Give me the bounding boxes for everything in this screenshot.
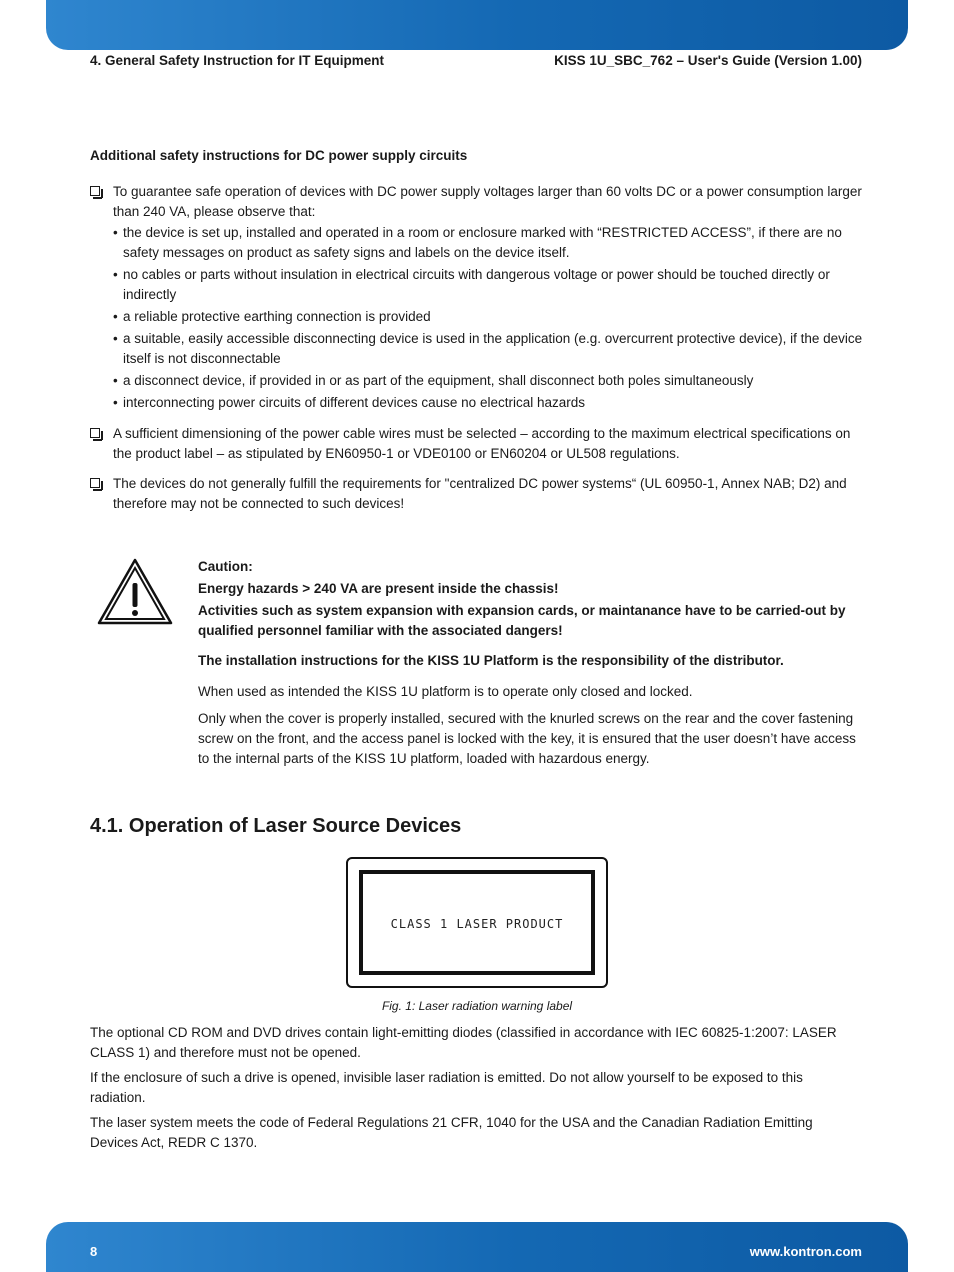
laser-label-frame <box>359 870 595 975</box>
list-item: • a disconnect device, if provided in or as part of the equipment, shall disconnect both poles simultaneously <box>113 371 865 391</box>
section-title: Additional safety instructions for DC power supply circuits <box>90 148 468 163</box>
laser-label-text: CLASS 1 LASER PRODUCT <box>390 917 564 931</box>
warning-triangle-icon <box>97 558 173 625</box>
list-item: • no cables or parts without insulation in electrical circuits with dangerous voltage or power should be touched directly or indirectly <box>113 265 865 305</box>
caution-paragraph: Only when the cover is properly installed, secured with the knurled screws on the rear and the cover fastening screw on the front, and the access panel is locked with the key, it is ensured that the user doesn’t have access to the internal parts of the KISS 1U platform, loaded with hazardous energy. <box>198 711 856 766</box>
list-item: • the device is set up, installed and operated in a room or enclosure marked with “RESTRICTED ACCESS”, if there are no safety messages on product as safety signs and labels on the device itself. <box>113 223 865 263</box>
caution-block <box>198 557 866 769</box>
figure-caption: Fig. 1: Laser radiation warning label <box>381 999 573 1013</box>
paragraph: If the enclosure of such a drive is opened, invisible laser radiation is emitted. Do not allow yourself to be exposed to this radiation. <box>90 1070 803 1105</box>
caution-line: Energy hazards > 240 VA are present inside the chassis! <box>198 581 559 596</box>
checklist-item-text: To guarantee safe operation of devices with DC power supply voltages larger than 60 volts DC or a power consumption larger than 240 VA, please observe that: <box>113 184 862 219</box>
page-number: 8 <box>90 1244 98 1259</box>
caution-line: The installation instructions for the KISS 1U Platform is the responsibility of the distributor. <box>198 653 784 668</box>
list-item: • a reliable protective earthing connection is provided <box>113 307 865 327</box>
checklist-item-1 <box>90 182 865 415</box>
checklist-item-2 <box>90 424 865 464</box>
checklist-item-3 <box>90 474 865 514</box>
checkbox-bullet-icon <box>90 478 100 488</box>
list-item: • a suitable, easily accessible disconnecting device is used in the application (e.g. overcurrent protective device), if the device itself is not disconnectable <box>113 329 865 369</box>
footer-band <box>46 1222 908 1272</box>
list-item: • interconnecting power circuits of different devices cause no electrical hazards <box>113 393 865 413</box>
checkbox-bullet-icon <box>90 186 100 196</box>
caution-line: Activities such as system expansion with expansion cards, or maintanance have to be carried-out by qualified personnel familiar with the associated dangers! <box>198 603 846 638</box>
document-header: KISS 1U_SBC_762 – User's Guide (Version 1.00) <box>554 53 862 68</box>
checkbox-bullet-icon <box>90 428 100 438</box>
header-band <box>46 0 908 50</box>
paragraph: The laser system meets the code of Federal Regulations 21 CFR, 1040 for the USA and the Canadian Radiation Emitting Devices Act, REDR C 1370. <box>90 1115 813 1150</box>
chapter-header: 4. General Safety Instruction for IT Equipment <box>90 53 385 68</box>
checklist-item-text: The devices do not generally fulfill the requirements for "centralized DC power systems“ (UL 60950-1, Annex NAB; D2) and therefore may not be connected to such devices! <box>113 476 847 511</box>
caution-paragraph: When used as intended the KISS 1U platform is to operate only closed and locked. <box>198 684 693 699</box>
caution-label: Caution: <box>198 559 253 574</box>
checklist-item-text: A sufficient dimensioning of the power cable wires must be selected – according to the maximum electrical specifications on the product label – as stipulated by EN60950-1 or VDE0100 or EN60204 or UL508 regulations. <box>113 426 851 461</box>
laser-warning-label <box>346 857 608 988</box>
footer-url: www.kontron.com <box>749 1244 862 1259</box>
bullet-list <box>113 223 865 413</box>
section-heading: 4.1. Operation of Laser Source Devices <box>90 815 462 837</box>
paragraph: The optional CD ROM and DVD drives contain light-emitting diodes (classified in accordance with IEC 60825-1:2007: LASER CLASS 1) and therefore must not be opened. <box>90 1025 837 1060</box>
